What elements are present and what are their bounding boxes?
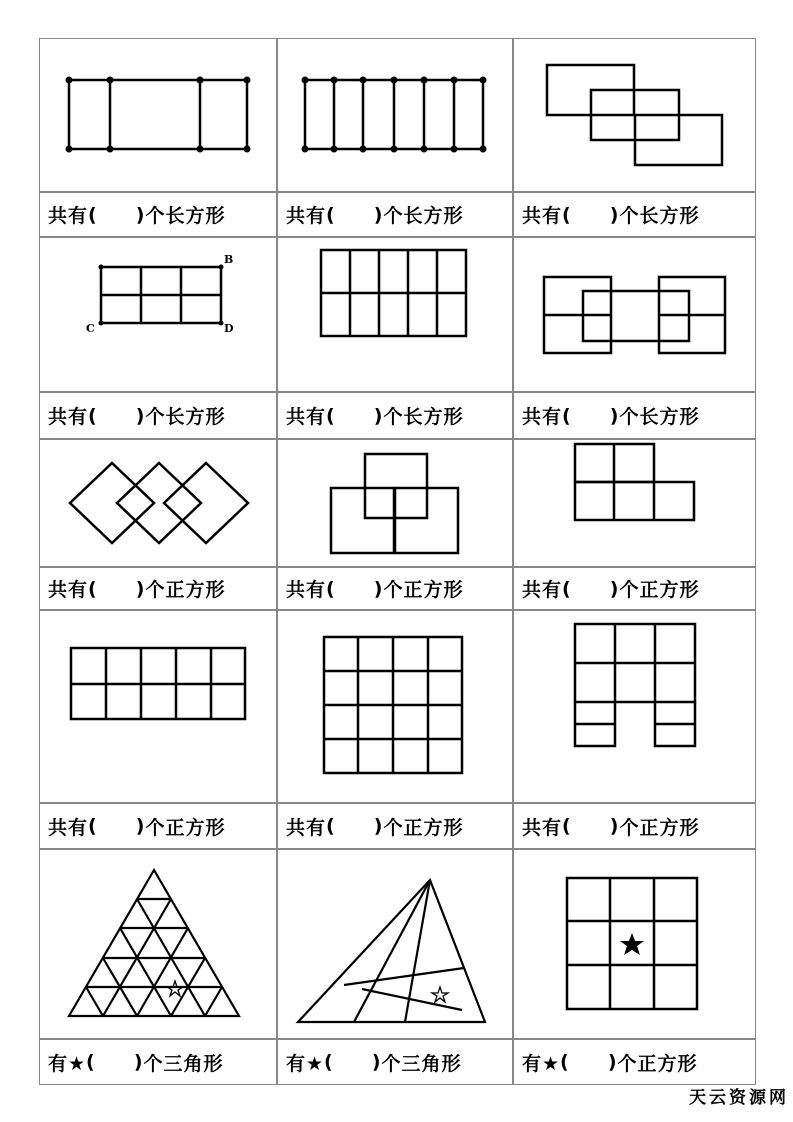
answer-blank[interactable] <box>572 405 610 427</box>
close-paren: ) <box>135 577 146 600</box>
close-paren: ) <box>609 404 620 427</box>
grid-3x3-diagram <box>514 850 757 1040</box>
grid-5x2-squares-diagram <box>40 611 278 804</box>
vertex-dot <box>244 77 251 84</box>
rectangle-strip-6-diagram <box>278 39 514 193</box>
outline-star-icon <box>167 981 183 996</box>
label-prefix: 共有 <box>48 205 89 227</box>
figure-arch-squares <box>513 610 756 803</box>
close-paren: ) <box>373 203 384 226</box>
answer-label <box>39 392 277 439</box>
answer-label <box>39 1039 277 1085</box>
answer-label <box>513 192 756 237</box>
answer-label <box>513 1039 756 1085</box>
vertex-dot <box>107 146 114 153</box>
vertex-dot <box>107 77 114 84</box>
label-suffix: 个正方形 <box>145 579 226 601</box>
close-paren: ) <box>609 577 620 600</box>
label-prefix: 有★ <box>286 1052 325 1075</box>
answer-blank[interactable] <box>570 1051 608 1073</box>
open-paren: ( <box>562 203 572 226</box>
triangle-lines-diagram <box>278 850 514 1040</box>
vertex-dot <box>244 146 251 153</box>
answer-label <box>277 803 513 849</box>
answer-label <box>277 392 513 439</box>
label-suffix: 个正方形 <box>145 816 226 839</box>
answer-blank[interactable] <box>98 578 136 600</box>
figure-grid-4x4-squares <box>277 610 513 803</box>
grid-3x2-diagram <box>40 238 278 393</box>
overlapping-rectangles-row-diagram <box>514 238 757 393</box>
close-paren: ) <box>609 815 620 837</box>
three-squares-diagram <box>278 440 514 568</box>
label-suffix: 个长方形 <box>145 406 226 428</box>
open-paren: ( <box>88 577 98 600</box>
close-paren: ) <box>609 203 620 226</box>
open-paren: ( <box>88 815 98 837</box>
label-prefix: 共有 <box>286 816 327 839</box>
point-label-c: C <box>86 322 95 335</box>
label-suffix: 个正方形 <box>617 1052 698 1075</box>
label-prefix: 共有 <box>286 406 327 428</box>
answer-label <box>513 392 756 439</box>
open-paren: ( <box>326 203 336 226</box>
open-paren: ( <box>326 815 336 837</box>
answer-blank[interactable] <box>96 1051 134 1073</box>
overlapping-rectangles-diagram <box>514 39 757 193</box>
worksheet <box>39 38 756 1085</box>
label-suffix: 个正方形 <box>383 579 464 601</box>
label-prefix: 共有 <box>48 579 89 601</box>
label-prefix: 共有 <box>522 205 563 227</box>
close-paren: ) <box>373 404 384 427</box>
figure-overlapping-rectangles-diagonal <box>513 38 756 192</box>
answer-blank[interactable] <box>334 1051 372 1073</box>
answer-label <box>39 567 277 610</box>
grid-5x2-diagram <box>278 238 514 393</box>
close-paren: ) <box>371 1051 382 1073</box>
answer-label <box>277 567 513 610</box>
figure-triangle-grid-star <box>39 849 277 1039</box>
answer-label <box>277 192 513 237</box>
rectangle-strip-3-diagram <box>40 39 278 193</box>
label-prefix: 共有 <box>48 406 89 428</box>
close-paren: ) <box>373 815 384 837</box>
vertex-dot <box>66 77 73 84</box>
open-paren: ( <box>560 1051 570 1073</box>
figure-grid-3x3-star <box>513 849 756 1039</box>
open-paren: ( <box>88 203 98 226</box>
open-paren: ( <box>324 1051 334 1073</box>
label-prefix: 共有 <box>522 816 563 839</box>
answer-blank[interactable] <box>336 204 374 226</box>
label-suffix: 个长方形 <box>383 406 464 428</box>
open-paren: ( <box>326 404 336 427</box>
watermark-text: 天云资源网 <box>689 1088 789 1108</box>
label-prefix: 共有 <box>522 579 563 601</box>
answer-blank[interactable] <box>98 815 136 837</box>
label-prefix: 共有 <box>286 205 327 227</box>
open-paren: ( <box>326 577 336 600</box>
label-suffix: 个长方形 <box>619 406 700 428</box>
close-paren: ) <box>135 404 146 427</box>
l-shape-diagram <box>514 440 757 568</box>
close-paren: ) <box>133 1051 144 1073</box>
outer-rectangle <box>69 80 247 149</box>
label-prefix: 有★ <box>522 1052 561 1075</box>
label-prefix: 共有 <box>48 816 89 839</box>
figure-rectangle-strip-3 <box>39 38 277 192</box>
figure-l-shape-squares <box>513 439 756 567</box>
answer-blank[interactable] <box>336 578 374 600</box>
answer-label <box>513 803 756 849</box>
label-suffix: 个正方形 <box>619 579 700 601</box>
figure-triangle-lines-star <box>277 849 513 1039</box>
label-prefix: 有★ <box>48 1052 87 1075</box>
close-paren: ) <box>607 1051 618 1073</box>
three-diamonds-diagram <box>40 440 278 568</box>
arch-shape-diagram <box>514 611 757 804</box>
star-icon <box>620 933 644 955</box>
triangle-grid-diagram <box>40 850 278 1040</box>
figure-rectangle-strip-6 <box>277 38 513 192</box>
figure-three-diamonds <box>39 439 277 567</box>
open-paren: ( <box>562 404 572 427</box>
answer-label <box>39 803 277 849</box>
label-suffix: 个长方形 <box>619 205 700 227</box>
answer-label <box>513 567 756 610</box>
point-label-b: B <box>224 253 234 266</box>
close-paren: ) <box>135 815 146 837</box>
vertex-dot <box>197 146 204 153</box>
label-suffix: 个正方形 <box>619 816 700 839</box>
label-suffix: 个长方形 <box>145 205 226 227</box>
answer-blank[interactable] <box>572 815 610 837</box>
open-paren: ( <box>86 1051 96 1073</box>
point-label-d: D <box>224 322 234 335</box>
label-suffix: 个长方形 <box>383 205 464 227</box>
label-prefix: 共有 <box>286 579 327 601</box>
label-suffix: 个三角形 <box>381 1052 462 1075</box>
open-paren: ( <box>562 815 572 837</box>
vertex-dot <box>66 146 73 153</box>
figure-three-overlapping-squares <box>277 439 513 567</box>
answer-blank[interactable] <box>98 204 136 226</box>
figure-overlapping-rectangles-row <box>513 237 756 392</box>
vertex-dot <box>197 77 204 84</box>
close-paren: ) <box>135 203 146 226</box>
answer-blank[interactable] <box>336 405 374 427</box>
label-suffix: 个三角形 <box>143 1052 224 1075</box>
answer-label <box>39 192 277 237</box>
answer-blank[interactable] <box>572 204 610 226</box>
label-prefix: 共有 <box>522 406 563 428</box>
answer-label <box>277 1039 513 1085</box>
figure-grid-5x2-squares <box>39 610 277 803</box>
label-suffix: 个正方形 <box>383 816 464 839</box>
answer-blank[interactable] <box>98 405 136 427</box>
open-paren: ( <box>88 404 98 427</box>
figure-grid-5x2 <box>277 237 513 392</box>
outline-star-icon <box>432 987 448 1002</box>
answer-blank[interactable] <box>572 578 610 600</box>
answer-blank[interactable] <box>336 815 374 837</box>
close-paren: ) <box>373 577 384 600</box>
open-paren: ( <box>562 577 572 600</box>
grid-4x4-diagram <box>278 611 514 804</box>
figure-grid-3x2-points <box>39 237 277 392</box>
